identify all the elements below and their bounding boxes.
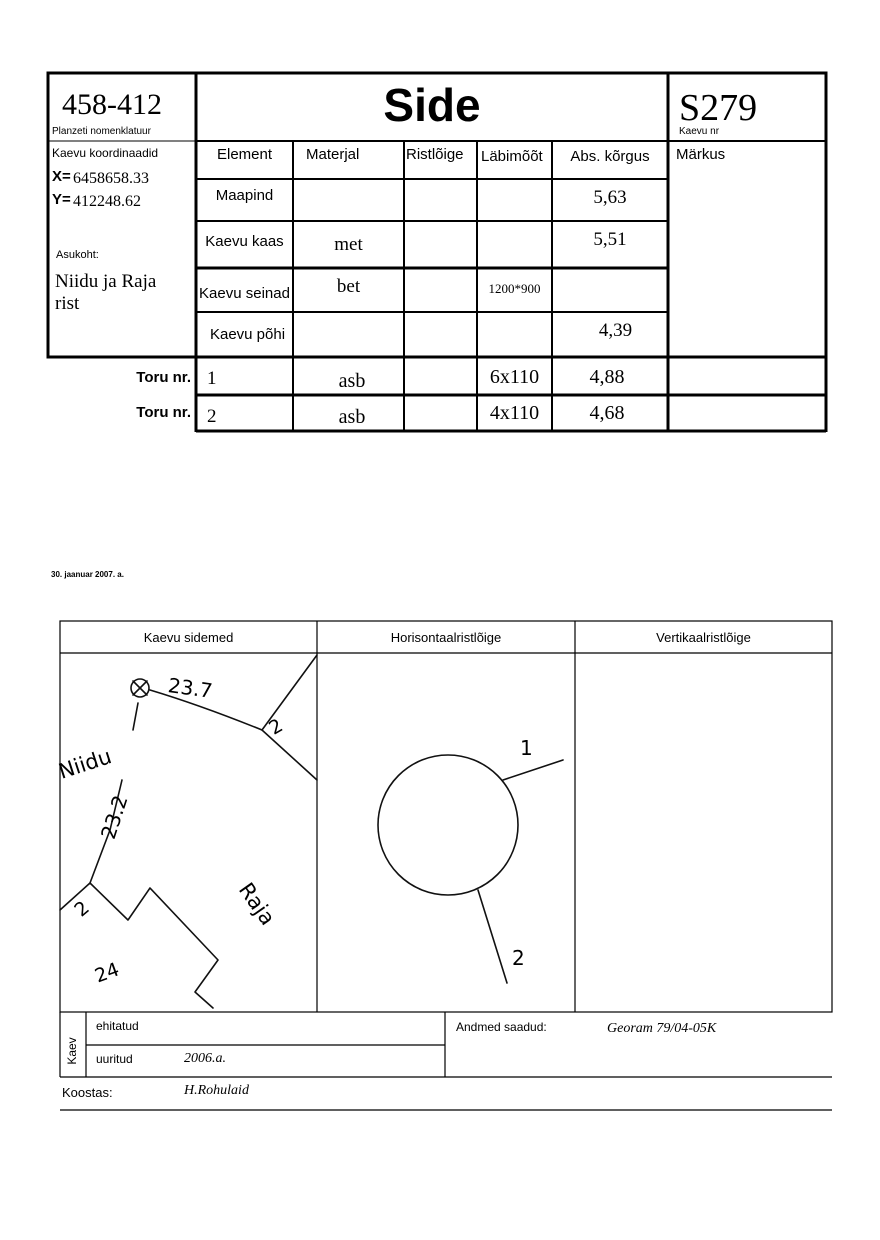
location-value: [55, 271, 156, 315]
data-source-label: Andmed saadud:: [456, 1020, 547, 1034]
pipe-label: Toru nr.: [136, 369, 191, 386]
pipe-number: 2: [207, 406, 217, 427]
pipe-abs: 4,88: [589, 366, 625, 388]
coords-label: Kaevu koordinaadid: [52, 146, 159, 160]
location-line-2: rist: [55, 293, 80, 314]
well-side-label: Kaev: [65, 1037, 79, 1065]
row-material: met: [334, 234, 363, 255]
street-niidu-note: Niidu: [55, 744, 115, 784]
col-cross-section: Ristlõige: [406, 146, 464, 163]
built-label: ehitatud: [96, 1019, 139, 1033]
pipe-2-note: 2: [512, 946, 525, 970]
col-vertical-title: Vertikaalristlõige: [656, 630, 751, 645]
y-label: Y=: [52, 191, 71, 208]
document-date: 30. jaanuar 2007. a.: [51, 570, 124, 579]
distance-left-note: 23.2: [95, 792, 133, 842]
row-element: Kaevu põhi: [209, 326, 286, 343]
col-diameter: Läbimõõt: [481, 148, 543, 165]
site-sketch-drawing: [0, 600, 880, 1020]
distance-top-note: 23.7: [166, 673, 214, 703]
col-abs-height: Abs. kõrgus: [570, 148, 650, 165]
compiled-value: H.Rohulaid: [184, 1083, 249, 1098]
x-value: 6458658.33: [73, 170, 149, 187]
row-material: bet: [336, 276, 361, 297]
col-horizontal-title: Horisontaalristlõige: [390, 630, 502, 645]
pipe-label: Toru nr.: [136, 404, 191, 421]
data-source-value: Georam 79/04-05K: [607, 1021, 717, 1036]
y-value: 412248.62: [73, 193, 141, 210]
surveyed-label: uuritud: [96, 1052, 133, 1066]
row-element: Kaevu seinad: [199, 285, 290, 302]
x-label: X=: [52, 168, 71, 185]
nomenclature-label: Planzeti nomenklatuur: [52, 126, 151, 137]
pipe-material: asb: [338, 370, 366, 392]
compiled-label: Koostas:: [62, 1085, 113, 1100]
pipe-diameter: 6x110: [489, 366, 540, 388]
card-title: Side: [383, 79, 481, 131]
mark-2-top-note: 2: [265, 714, 287, 740]
row-abs: 4,39: [598, 320, 633, 341]
row-element: Maapind: [215, 187, 274, 204]
well-number-label: Kaevu nr: [679, 126, 720, 137]
mark-2-left-note: 2: [70, 896, 94, 922]
row-abs: 5,51: [593, 229, 627, 250]
mark-24-note: 24: [91, 958, 123, 988]
pipe-diameter: 4x110: [489, 402, 540, 424]
col-element: Element: [216, 146, 273, 163]
location-label: Asukoht:: [56, 249, 99, 261]
row-diameter: 1200*900: [488, 281, 541, 296]
pipe-1-note: 1: [520, 736, 533, 760]
pipe-abs: 4,68: [589, 402, 625, 424]
pipe-material: asb: [338, 406, 366, 428]
pipe-number: 1: [207, 368, 217, 389]
col-ties-title: Kaevu sidemed: [143, 630, 234, 645]
surveyed-value: 2006.a.: [184, 1051, 226, 1066]
location-line-1: Niidu ja Raja: [55, 271, 157, 292]
nomenclature-value: 458-412: [62, 88, 162, 121]
row-abs: 5,63: [593, 187, 627, 208]
col-material: Materjal: [306, 146, 360, 163]
col-remark: Märkus: [676, 146, 726, 163]
street-raja-note: Raja: [233, 878, 280, 930]
row-element: Kaevu kaas: [205, 233, 284, 250]
well-number-value: S279: [679, 87, 758, 129]
